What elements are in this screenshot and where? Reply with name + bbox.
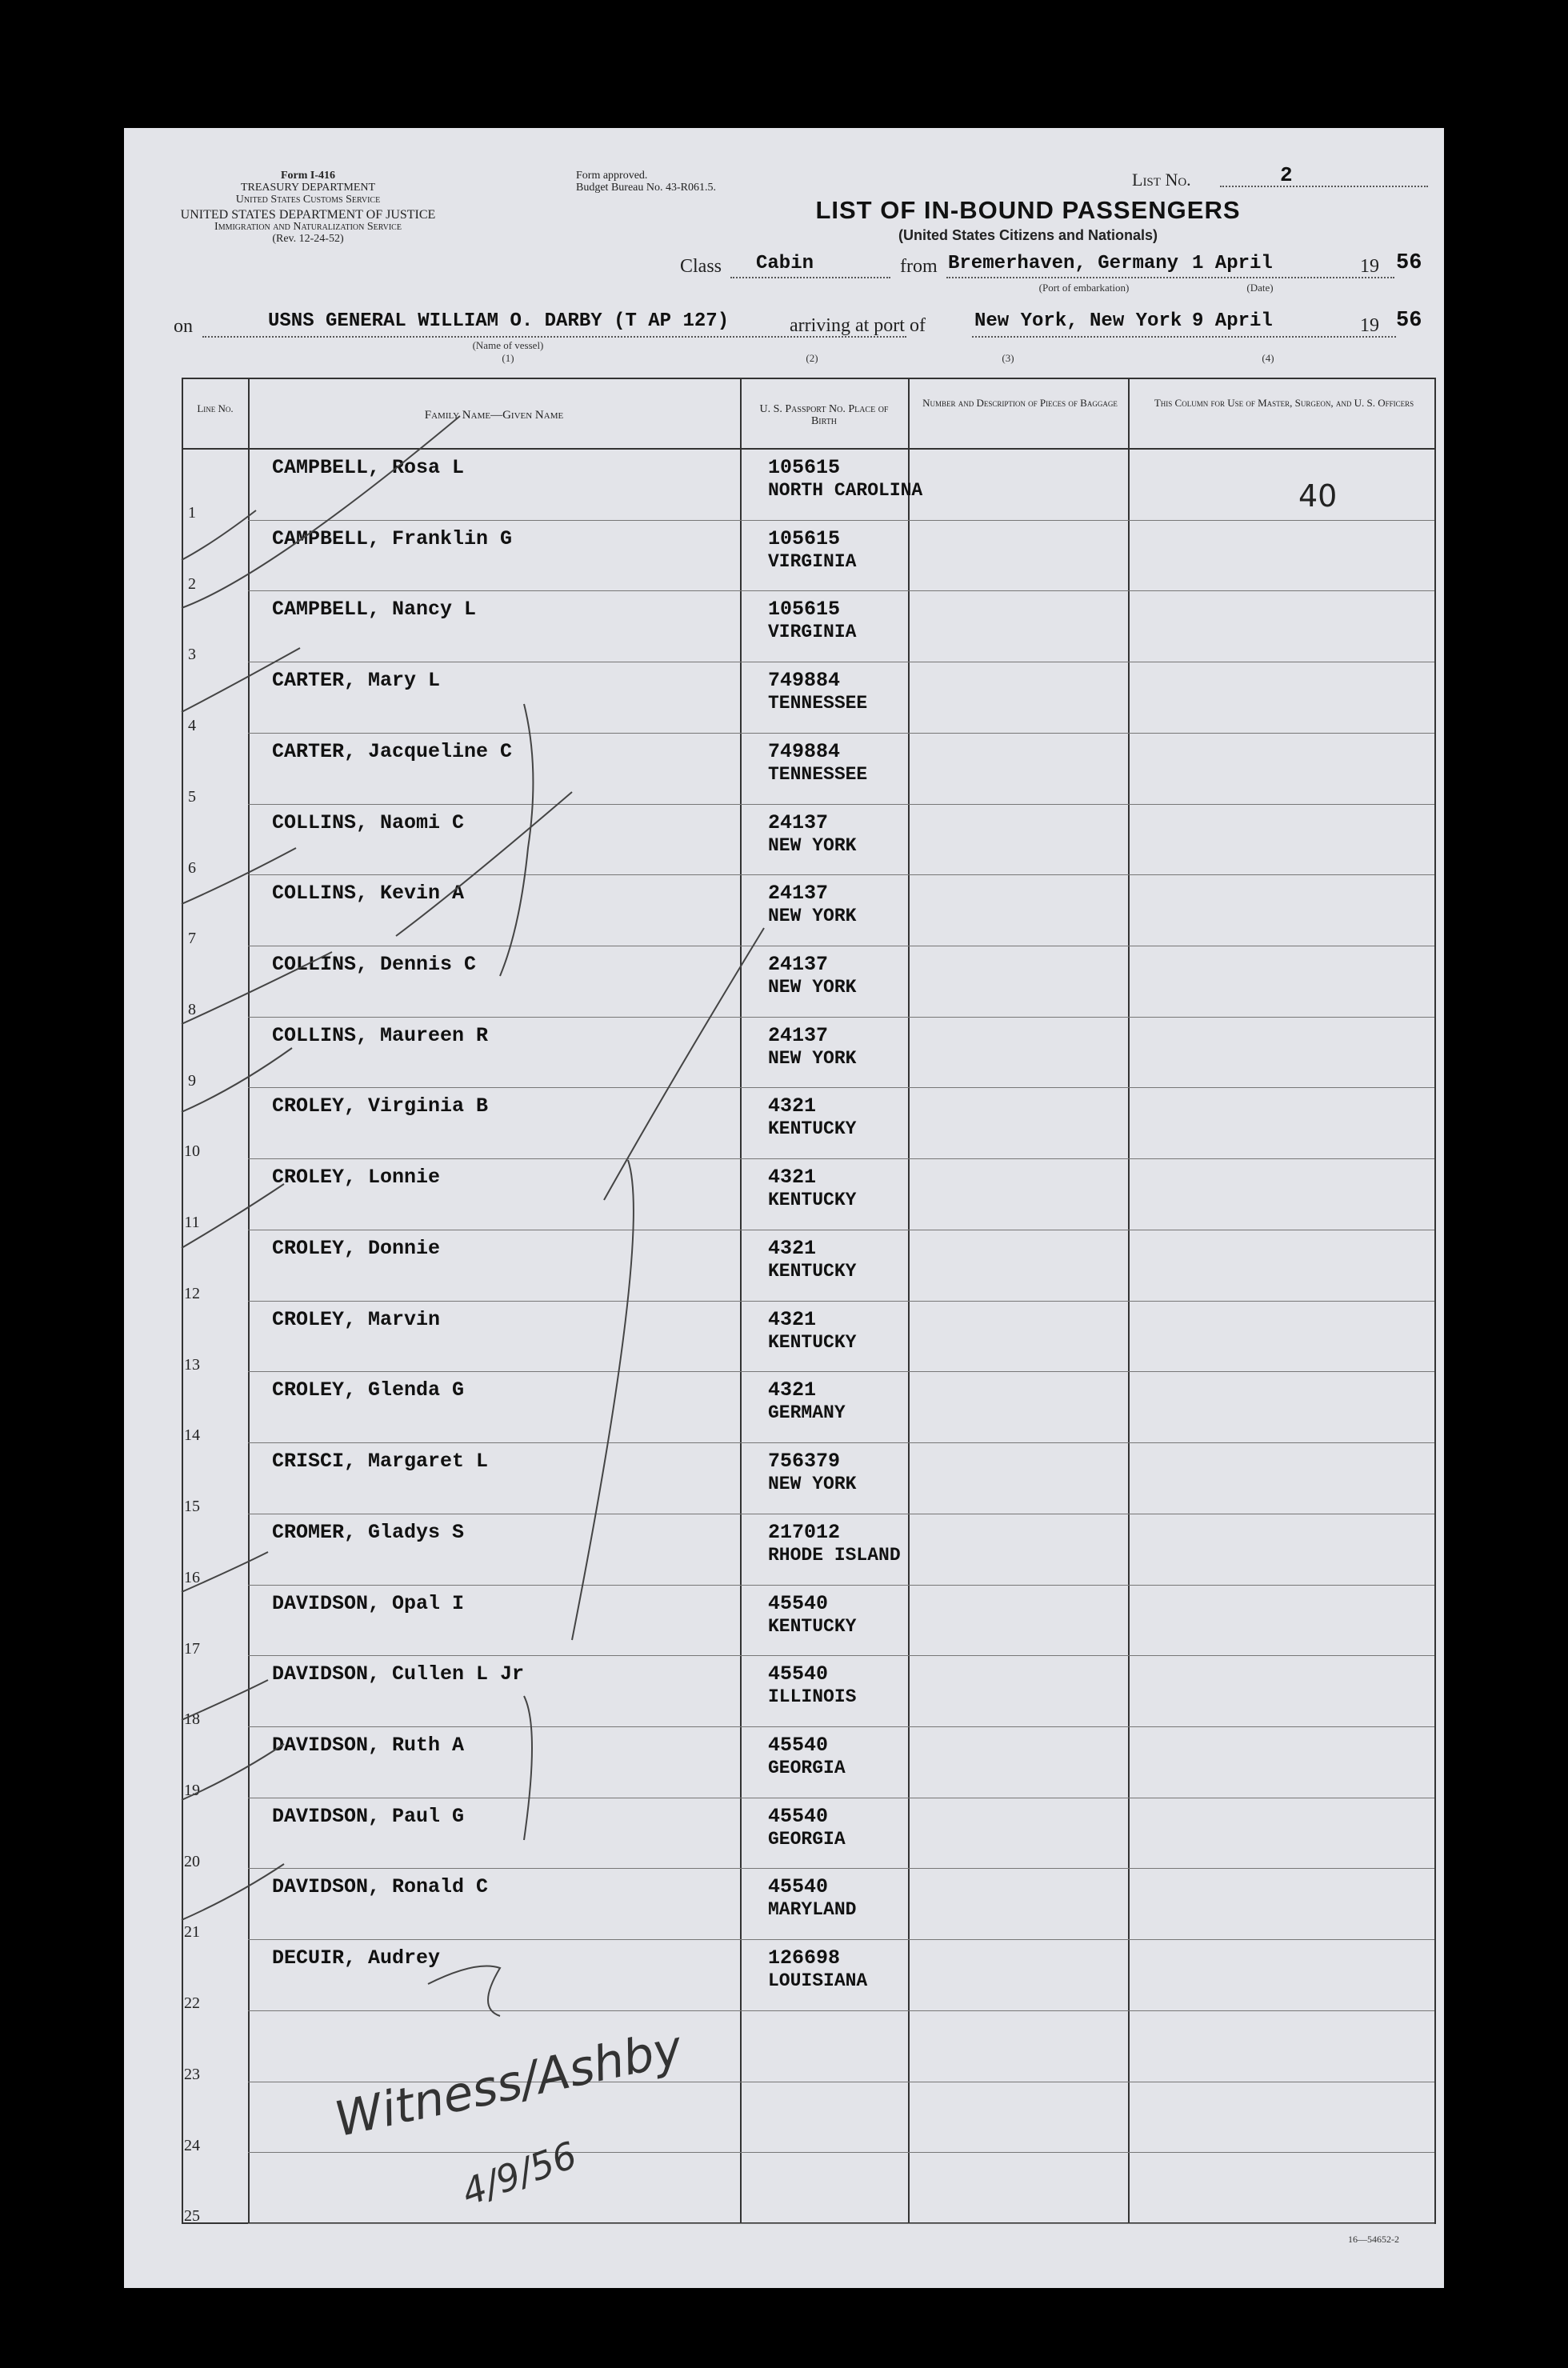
- line-number: 7: [188, 930, 196, 948]
- passenger-name: DAVIDSON, Paul G: [272, 1804, 465, 1828]
- arrival-date: 9 April: [1192, 310, 1273, 332]
- from-label: from: [900, 256, 938, 277]
- passenger-name: CROMER, Gladys S: [272, 1520, 465, 1544]
- header-line-no: Line No.: [197, 402, 234, 414]
- vessel-caption: (Name of vessel): [472, 339, 544, 351]
- justice-dept: UNITED STATES DEPARTMENT OF JUSTICE: [180, 208, 436, 222]
- passenger-name: DAVIDSON, Ruth A: [272, 1733, 465, 1757]
- binder-hole: [67, 1208, 112, 1253]
- place-of-birth: NEW YORK: [768, 834, 857, 856]
- passport-number: 24137: [768, 882, 829, 906]
- passport-number: 45540: [768, 1875, 829, 1899]
- passenger-name: CRISCI, Margaret L: [272, 1450, 489, 1474]
- passenger-name: COLLINS, Naomi C: [272, 810, 465, 834]
- col2-number: (2): [806, 352, 818, 364]
- signature-date: 4/9/56: [456, 2133, 582, 2214]
- ins-service: Immigration and Naturalization Service: [214, 221, 402, 233]
- binder-hole: [67, 1688, 104, 1725]
- col3-number: (3): [1002, 352, 1014, 364]
- place-of-birth: NEW YORK: [768, 906, 857, 927]
- place-of-birth: TENNESSEE: [768, 763, 868, 785]
- passenger-name: CROLEY, Glenda G: [272, 1378, 465, 1402]
- treasury-dept: TREASURY DEPARTMENT: [240, 182, 376, 194]
- header-baggage: Number and Description of Pieces of Baggage: [922, 397, 1118, 409]
- place-of-birth: TENNESSEE: [768, 693, 868, 714]
- customs-service: United States Customs Service: [235, 194, 381, 206]
- place-of-birth: VIRGINIA: [768, 550, 857, 572]
- list-number-label: List No.: [1132, 170, 1191, 190]
- passenger-name: DAVIDSON, Opal I: [272, 1591, 465, 1615]
- place-of-birth: MARYLAND: [768, 1899, 857, 1921]
- officer-annotation: 40: [1298, 478, 1338, 514]
- place-of-birth: KENTUCKY: [768, 1190, 857, 1211]
- line-number: 12: [184, 1284, 200, 1302]
- line-number: 18: [184, 1710, 200, 1729]
- line-number: 11: [184, 1214, 200, 1232]
- passport-number: 4321: [768, 1166, 817, 1190]
- place-of-birth: NEW YORK: [768, 1047, 857, 1069]
- vessel-name: USNS GENERAL WILLIAM O. DARBY (T AP 127): [268, 310, 730, 332]
- passport-number: 4321: [768, 1236, 817, 1260]
- line-number: 1: [188, 504, 196, 522]
- embark-date: 1 April: [1192, 253, 1273, 274]
- passenger-name: CAMPBELL, Franklin G: [272, 526, 513, 550]
- page-subtitle: (United States Citizens and Nationals): [898, 227, 1158, 243]
- passenger-name: CAMPBELL, Rosa L: [272, 456, 465, 479]
- passport-number: 4321: [768, 1094, 817, 1118]
- witness-signature: Witness/Ashby: [330, 2019, 687, 2149]
- passport-number: 217012: [768, 1520, 841, 1544]
- port-caption: (Port of embarkation): [1038, 282, 1130, 294]
- passenger-name: CAMPBELL, Nancy L: [272, 598, 477, 622]
- passport-number: 45540: [768, 1591, 829, 1615]
- class-label: Class: [680, 256, 722, 277]
- binder-hole: [67, 2216, 104, 2253]
- line-number: 16: [184, 1568, 200, 1586]
- form-number: Form I-416: [280, 170, 336, 182]
- passport-number: 749884: [768, 739, 841, 763]
- place-of-birth: KENTUCKY: [768, 1615, 857, 1637]
- passenger-name: DECUIR, Audrey: [272, 1946, 441, 1970]
- line-number: 25: [184, 2207, 200, 2226]
- passenger-name: CROLEY, Marvin: [272, 1307, 441, 1331]
- place-of-birth: KENTUCKY: [768, 1118, 857, 1140]
- line-number: 6: [188, 858, 196, 877]
- line-number: 9: [188, 1071, 196, 1090]
- on-label: on: [174, 316, 193, 337]
- line-number: 3: [188, 646, 196, 664]
- col1-number: (1): [502, 352, 514, 364]
- line-number: 23: [184, 2065, 200, 2083]
- passenger-name: CROLEY, Virginia B: [272, 1094, 489, 1118]
- place-of-birth: VIRGINIA: [768, 622, 857, 643]
- passport-number: 756379: [768, 1450, 841, 1474]
- document-page: [124, 128, 1444, 2288]
- passenger-name: CROLEY, Lonnie: [272, 1166, 441, 1190]
- passenger-name: CROLEY, Donnie: [272, 1236, 441, 1260]
- class-value: Cabin: [756, 253, 814, 274]
- line-number: 15: [184, 1498, 200, 1516]
- embark-port: Bremerhaven, Germany: [948, 253, 1179, 274]
- place-of-birth: LOUISIANA: [768, 1970, 868, 1992]
- line-number: 5: [188, 787, 196, 806]
- line-number: 2: [188, 574, 196, 593]
- binder-hole: [67, 710, 112, 755]
- form-approved: Form approved.: [576, 170, 648, 182]
- col4-number: (4): [1262, 352, 1274, 364]
- place-of-birth: GERMANY: [768, 1402, 846, 1424]
- line-number: 17: [184, 1639, 200, 1658]
- line-number: 13: [184, 1355, 200, 1374]
- arrival-port: New York, New York: [974, 310, 1182, 332]
- passport-number: 45540: [768, 1662, 829, 1686]
- line-number: 21: [184, 1923, 200, 1942]
- passport-number: 105615: [768, 598, 841, 622]
- passport-number: 749884: [768, 669, 841, 693]
- passport-number: 24137: [768, 953, 829, 977]
- place-of-birth: KENTUCKY: [768, 1260, 857, 1282]
- header-officers: This Column for Use of Master, Surgeon, and U. S. Officers: [1154, 397, 1414, 409]
- form-footer-code: 16—54652-2: [1348, 2234, 1399, 2245]
- place-of-birth: GEORGIA: [768, 1757, 846, 1778]
- passenger-name: COLLINS, Dennis C: [272, 953, 477, 977]
- date-caption: (Date): [1246, 282, 1274, 294]
- place-of-birth: NEW YORK: [768, 977, 857, 998]
- line-number: 19: [184, 1781, 200, 1799]
- passport-number: 4321: [768, 1378, 817, 1402]
- passenger-name: DAVIDSON, Ronald C: [272, 1875, 489, 1899]
- passenger-name: COLLINS, Maureen R: [272, 1023, 489, 1047]
- passenger-name: CARTER, Jacqueline C: [272, 739, 513, 763]
- binder-hole: [79, 358, 124, 402]
- arriving-label: arriving at port of: [790, 315, 926, 336]
- place-of-birth: GEORGIA: [768, 1828, 846, 1850]
- passenger-name: CARTER, Mary L: [272, 669, 441, 693]
- line-number: 10: [184, 1142, 200, 1161]
- passport-number: 24137: [768, 1023, 829, 1047]
- header-name: Family Name—Given Name: [424, 409, 564, 422]
- passport-number: 24137: [768, 810, 829, 834]
- passenger-name: COLLINS, Kevin A: [272, 882, 465, 906]
- place-of-birth: NORTH CAROLINA: [768, 480, 923, 501]
- line-number: 22: [184, 1994, 200, 2013]
- line-number: 20: [184, 1852, 200, 1870]
- form-revision: (Rev. 12-24-52): [272, 233, 344, 245]
- passport-number: 105615: [768, 456, 841, 479]
- passport-number: 105615: [768, 526, 841, 550]
- passport-number: 126698: [768, 1946, 841, 1970]
- from-year-prefix: 19: [1360, 256, 1379, 277]
- list-number-value: 2: [1280, 163, 1293, 187]
- arrival-year: 56: [1396, 309, 1422, 333]
- passport-number: 45540: [768, 1804, 829, 1828]
- arrival-year-prefix: 19: [1360, 315, 1379, 336]
- place-of-birth: NEW YORK: [768, 1474, 857, 1495]
- budget-bureau: Budget Bureau No. 43-R061.5.: [576, 182, 716, 194]
- line-number: 4: [188, 717, 196, 735]
- place-of-birth: RHODE ISLAND: [768, 1544, 901, 1566]
- page-title: LIST OF IN-BOUND PASSENGERS: [815, 196, 1241, 224]
- line-number: 24: [184, 2136, 200, 2154]
- line-number: 14: [184, 1426, 200, 1445]
- passport-number: 4321: [768, 1307, 817, 1331]
- passport-number: 45540: [768, 1733, 829, 1757]
- place-of-birth: ILLINOIS: [768, 1686, 857, 1708]
- handwritten-check-marks: [124, 128, 1444, 2288]
- binder-hole: [67, 844, 112, 889]
- line-number: 8: [188, 1001, 196, 1019]
- place-of-birth: KENTUCKY: [768, 1331, 857, 1353]
- embark-year: 56: [1396, 251, 1422, 275]
- header-passport: U. S. Passport No. Place of Birth: [759, 403, 889, 427]
- passenger-name: DAVIDSON, Cullen L Jr: [272, 1662, 525, 1686]
